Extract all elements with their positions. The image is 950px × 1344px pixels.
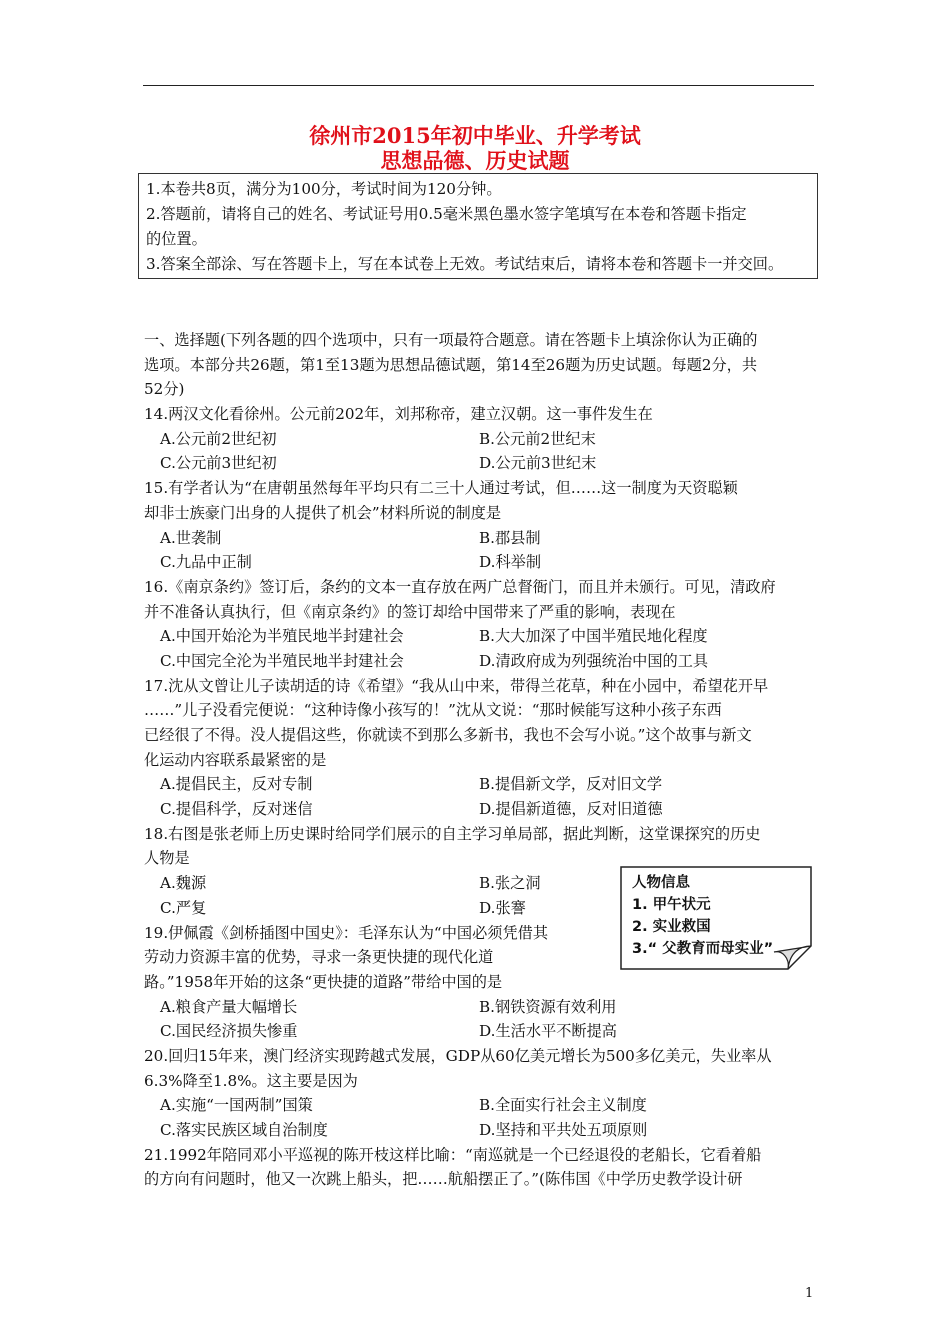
notice-line: 3.答案全部涂、写在答题卡上，写在本试卷上无效。考试结束后，请将本卷和答题卡一并交回。 (146, 255, 784, 273)
exam-title: 徐州市2015年初中毕业、升学考试 (309, 123, 641, 148)
card-item: 1. 甲午状元 (632, 897, 711, 913)
option-d: D.生活水平不断提高 (479, 1022, 617, 1041)
section-instructions: 选项。本部分共26题，第1至13题为思想品德试题，第14至26题为历史试题。每题2分，共 (144, 355, 758, 374)
question-15-options-row (144, 526, 818, 551)
question-20-options-row (144, 1118, 818, 1143)
question-20-stem: 6.3%降至1.8%。这主要是因为 (144, 1071, 358, 1090)
option-d: D.科举制 (479, 553, 542, 572)
option-b: B.提倡新文学，反对旧文学 (479, 775, 663, 794)
question-20-options-row (144, 1093, 818, 1118)
header-rule (143, 85, 814, 86)
question-20-stem: 20.回归15年来，澳门经济实现跨越式发展，GDP从60亿美元增长为500多亿美元，失业率从 (144, 1046, 772, 1065)
question-15-options-row (144, 550, 818, 575)
option-c: C.公元前3世纪初 (160, 454, 277, 473)
option-c: C.严复 (160, 898, 207, 917)
option-b: B.全面实行社会主义制度 (479, 1096, 647, 1115)
option-a: A.世袭制 (160, 528, 222, 547)
option-a: A.实施“一国两制”国策 (160, 1096, 313, 1115)
question-21-stem: 21.1992年陪同邓小平巡视的陈开枝这样比喻：“南巡就是一个已经退役的老船长，它看着船 (144, 1145, 762, 1164)
card-heading: 人物信息 (632, 875, 690, 891)
option-c: C.中国完全沦为半殖民地半封建社会 (160, 651, 404, 670)
option-b: B.大大加深了中国半殖民地化程度 (479, 627, 708, 646)
option-b: B.钢铁资源有效利用 (479, 997, 617, 1016)
option-b: B.公元前2世纪末 (479, 429, 596, 448)
option-c: C.国民经济损失惨重 (160, 1022, 298, 1041)
option-b: B.郡县制 (479, 528, 541, 547)
option-c: C.落实民族区域自治制度 (160, 1121, 328, 1139)
question-17-stem: 17.沈从文曾让儿子读胡适的诗《希望》“我从山中来，带得兰花草，种在小园中，希望花开早 (144, 676, 769, 695)
card-item: 2. 实业救国 (632, 919, 711, 935)
section-instructions: 一、选择题(下列各题的四个选项中，只有一项最符合题意。请在答题卡上填涂你认为正确的 (144, 331, 758, 349)
question-15-stem: 却非士族豪门出身的人提供了机会”材料所说的制度是 (144, 503, 502, 522)
question-17-stem: 已经很了不得。没人提倡这些，你就读不到那么多新书，我也不会写小说。”这个故事与新文 (144, 726, 752, 744)
notice-line: 的位置。 (146, 230, 207, 248)
option-c: C.九品中正制 (160, 553, 252, 572)
question-14-options-row (144, 451, 818, 476)
question-15-stem: 15.有学者认为“在唐朝虽然每年平均只有二三十人通过考试，但……这一制度为天资聪颖 (144, 479, 738, 498)
question-16-stem: 并不准备认真执行，但《南京条约》的签订却给中国带来了严重的影响，表现在 (144, 602, 676, 621)
question-14-options-row (144, 427, 818, 452)
question-17-options-row (144, 797, 818, 822)
question-19-stem: 路。”1958年开始的这条“更快捷的道路”带给中国的是 (144, 972, 503, 991)
notice-line: 1.本卷共8页，满分为100分，考试时间为120分钟。 (146, 180, 502, 198)
question-14-stem: 14.两汉文化看徐州。公元前202年，刘邦称帝，建立汉朝。这一事件发生在 (144, 405, 653, 424)
option-d: D.清政府成为列强统治中国的工具 (479, 651, 709, 670)
person-info-card (620, 866, 812, 970)
option-a: A.魏源 (160, 874, 207, 893)
question-17-options-row (144, 772, 818, 797)
section-instructions: 52分) (144, 380, 185, 399)
option-d: D.坚持和平共处五项原则 (479, 1121, 648, 1139)
option-d: D.公元前3世纪末 (479, 454, 597, 473)
question-19-stem: 劳动力资源丰富的优势，寻求一条更快捷的现代化道 (144, 948, 494, 967)
exam-subtitle: 思想品德、历史试题 (380, 148, 570, 173)
option-d: D.提倡新道德，反对旧道德 (479, 800, 663, 819)
page-number: 1 (805, 1286, 814, 1301)
question-18-stem: 人物是 (144, 849, 190, 868)
option-c: C.提倡科学，反对迷信 (160, 800, 313, 819)
question-18-stem: 18.右图是张老师上历史课时给同学们展示的自主学习单局部，据此判断，这堂课探究的历史 (144, 824, 761, 843)
question-16-stem: 16.《南京条约》签订后，条约的文本一直存放在两广总督衙门，而且并未颁行。可见，清政府 (144, 577, 776, 596)
question-16-options-row (144, 624, 818, 649)
question-19-stem: 19.伊佩霞《剑桥插图中国史》：毛泽东认为“中国必须凭借其 (144, 923, 549, 942)
person-info-text (632, 872, 773, 960)
question-17-stem: 化运动内容联系最紧密的是 (144, 750, 327, 769)
option-b: B.张之洞 (479, 874, 541, 893)
option-a: A.中国开始沦为半殖民地半封建社会 (160, 627, 404, 646)
question-17-stem: ……”儿子没看完便说：“这种诗像小孩写的！”沈从文说：“那时候能写这种小孩子东西 (144, 701, 722, 720)
question-body (144, 328, 818, 1192)
question-19-options-row (144, 995, 818, 1020)
notice-box (138, 173, 818, 279)
question-16-options-row (144, 649, 818, 674)
option-a: A.公元前2世纪初 (160, 429, 277, 448)
question-19-options-row (144, 1019, 818, 1044)
card-item: 3.“ 父教育而母实业” (632, 941, 774, 957)
option-a: A.提倡民主，反对专制 (160, 775, 313, 794)
question-21-stem: 的方向有问题时，他又一次跳上船头，把……航船摆正了。”(陈伟国《中学历史教学设计研 (144, 1170, 743, 1189)
option-d: D.张謇 (479, 898, 526, 917)
option-a: A.粮食产量大幅增长 (160, 997, 298, 1016)
notice-line: 2.答题前，请将自己的姓名、考试证号用0.5毫米黑色墨水签字笔填写在本卷和答题卡指定 (146, 205, 747, 223)
